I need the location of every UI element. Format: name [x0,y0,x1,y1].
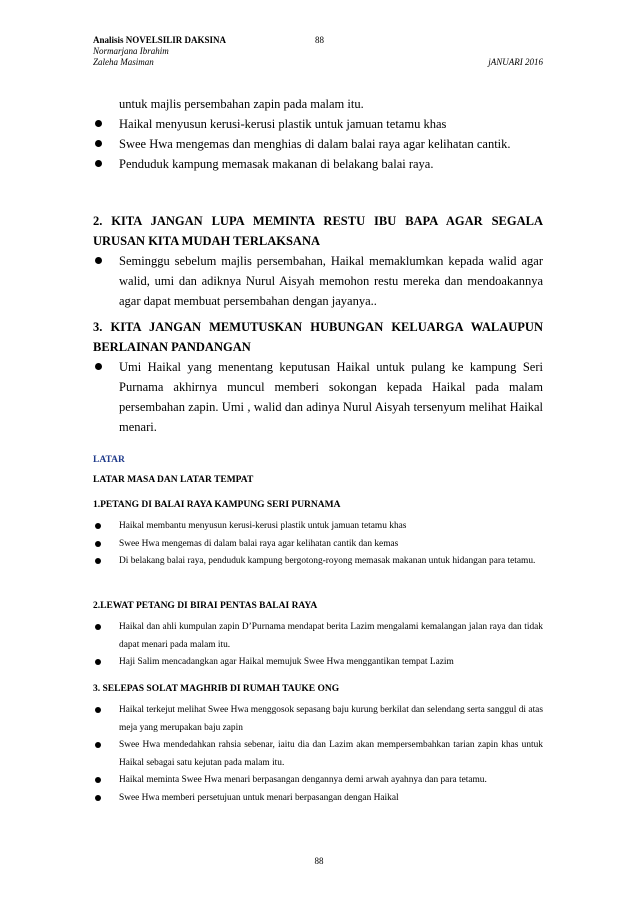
list-item [93,654,543,672]
list-item-text: Di belakang balai raya, penduduk kampung bergotong-royong memasak makanan untuk hidangan para tetamu. [119,556,536,566]
section-2-list [93,251,543,311]
setting-2-list [93,619,543,672]
bullet-icon [95,659,101,665]
section-2-heading-line-2: URUSAN KITA MUDAH TERLAKSANA [93,234,320,248]
list-item-text: Haikal membantu menyusun kerusi-kerusi plastik untuk jamuan tetamu khas [119,521,407,531]
list-item [93,154,543,174]
header-author-1: Normarjana Ibrahim [93,46,169,56]
header-author-2: Zaleha Masiman [93,57,154,67]
bullet-icon [95,558,101,564]
list-item [93,251,543,311]
page-footer-number: 88 [314,856,324,866]
setting-3-list [93,702,543,807]
setting-2-heading: 2.LEWAT PETANG DI BIRAI PENTAS BALAI RAYA [93,601,318,611]
bullet-icon [95,541,101,547]
section-2-heading [93,211,543,251]
bullet-icon [95,120,102,127]
list-item [93,737,543,772]
header-title: Analisis NOVELSILIR DAKSINA [93,35,227,45]
list-item-text: Haikal terkejut melihat Swee Hwa menggosok sepasang baju kurung berkilat dan selendang serta sanggul di atas meja yang merupakan baju zapin [119,705,543,733]
list-item [93,553,543,571]
setting-1-list [93,518,543,571]
header-page-number: 88 [315,35,324,45]
list-item-text: Swee Hwa mengemas dan menghias di dalam balai raya agar kelihatan cantik. [119,137,511,151]
bullet-icon [95,624,101,630]
list-item-text: Umi Haikal yang menentang keputusan Haikal untuk pulang ke kampung Seri Purnama akhirnya muncul memberi sokongan kepada Haikal pada malam persembahan zapin. Umi , walid dan adinya Nurul Aisyah tersenyum melihat Haikal menari. [119,360,543,434]
top-list [93,94,543,174]
bullet-icon [95,257,102,264]
list-item [93,790,543,808]
section-2-heading-line-1: 2. KITA JANGAN LUPA MEMINTA RESTU IBU BAPA AGAR SEGALA [93,214,543,228]
list-item-text: Haikal meminta Swee Hwa menari berpasangan dengannya demi arwah ayahnya dan para tetamu. [119,775,487,785]
list-item-text: Haji Salim mencadangkan agar Haikal memujuk Swee Hwa menggantikan tempat Lazim [119,657,454,667]
bullet-icon [95,523,101,529]
list-item [93,702,543,737]
header-date: jANUARI 2016 [488,57,543,67]
latar-subtitle: LATAR MASA DAN LATAR TEMPAT [93,475,254,485]
list-item [93,114,543,134]
latar-heading: LATAR [93,455,125,465]
section-3-list [93,357,543,437]
list-item-text: Swee Hwa mendedahkan rahsia sebenar, iaitu dia dan Lazim akan mempersembahkan tarian zapin khas untuk Haikal sebagai satu kejutan pada malam itu. [119,740,543,768]
bullet-icon [95,363,102,370]
list-item-text: Swee Hwa memberi persetujuan untuk menari berpasangan dengan Haikal [119,792,399,803]
list-item-text: Swee Hwa mengemas di dalam balai raya agar kelihatan cantik dan kemas [119,538,399,549]
list-item [93,357,543,437]
bullet-icon [95,742,101,748]
list-item-text: Haikal menyusun kerusi-kerusi plastik untuk jamuan tetamu khas [119,117,447,131]
setting-1-heading: 1.PETANG DI BALAI RAYA KAMPUNG SERI PURNAMA [93,500,341,510]
section-3-heading [93,317,543,357]
list-item [93,536,543,554]
bullet-icon [95,140,102,147]
list-item [93,619,543,654]
list-item-text: Penduduk kampung memasak makanan di belakang balai raya. [119,157,434,171]
list-item-text: Seminggu sebelum majlis persembahan, Haikal memaklumkan kepada walid agar walid, umi dan adiknya Nurul Aisyah memohon restu mereka dan mendoakannya agar dapat membuat persembahan dengan jayanya.. [119,254,543,308]
setting-3-heading: 3. SELEPAS SOLAT MAGHRIB DI RUMAH TAUKE ONG [93,684,340,694]
section-3-heading-line-2: BERLAINAN PANDANGAN [93,340,251,354]
bullet-icon [95,707,101,713]
bullet-icon [95,160,102,167]
list-item-text: Haikal dan ahli kumpulan zapin D’Purnama mendapat berita Lazim mengalami kemalangan jalan raya dan tidak dapat menari pada malam itu. [119,622,543,650]
page-header [93,35,543,68]
section-3-heading-line-1: 3. KITA JANGAN MEMUTUSKAN HUBUNGAN KELUARGA WALAUPUN [93,320,543,334]
list-item [93,518,543,536]
bullet-icon [95,777,101,783]
bullet-icon [95,795,101,801]
list-item [93,772,543,790]
list-item [93,134,543,154]
list-continuation: untuk majlis persembahan zapin pada malam itu. [119,97,364,111]
